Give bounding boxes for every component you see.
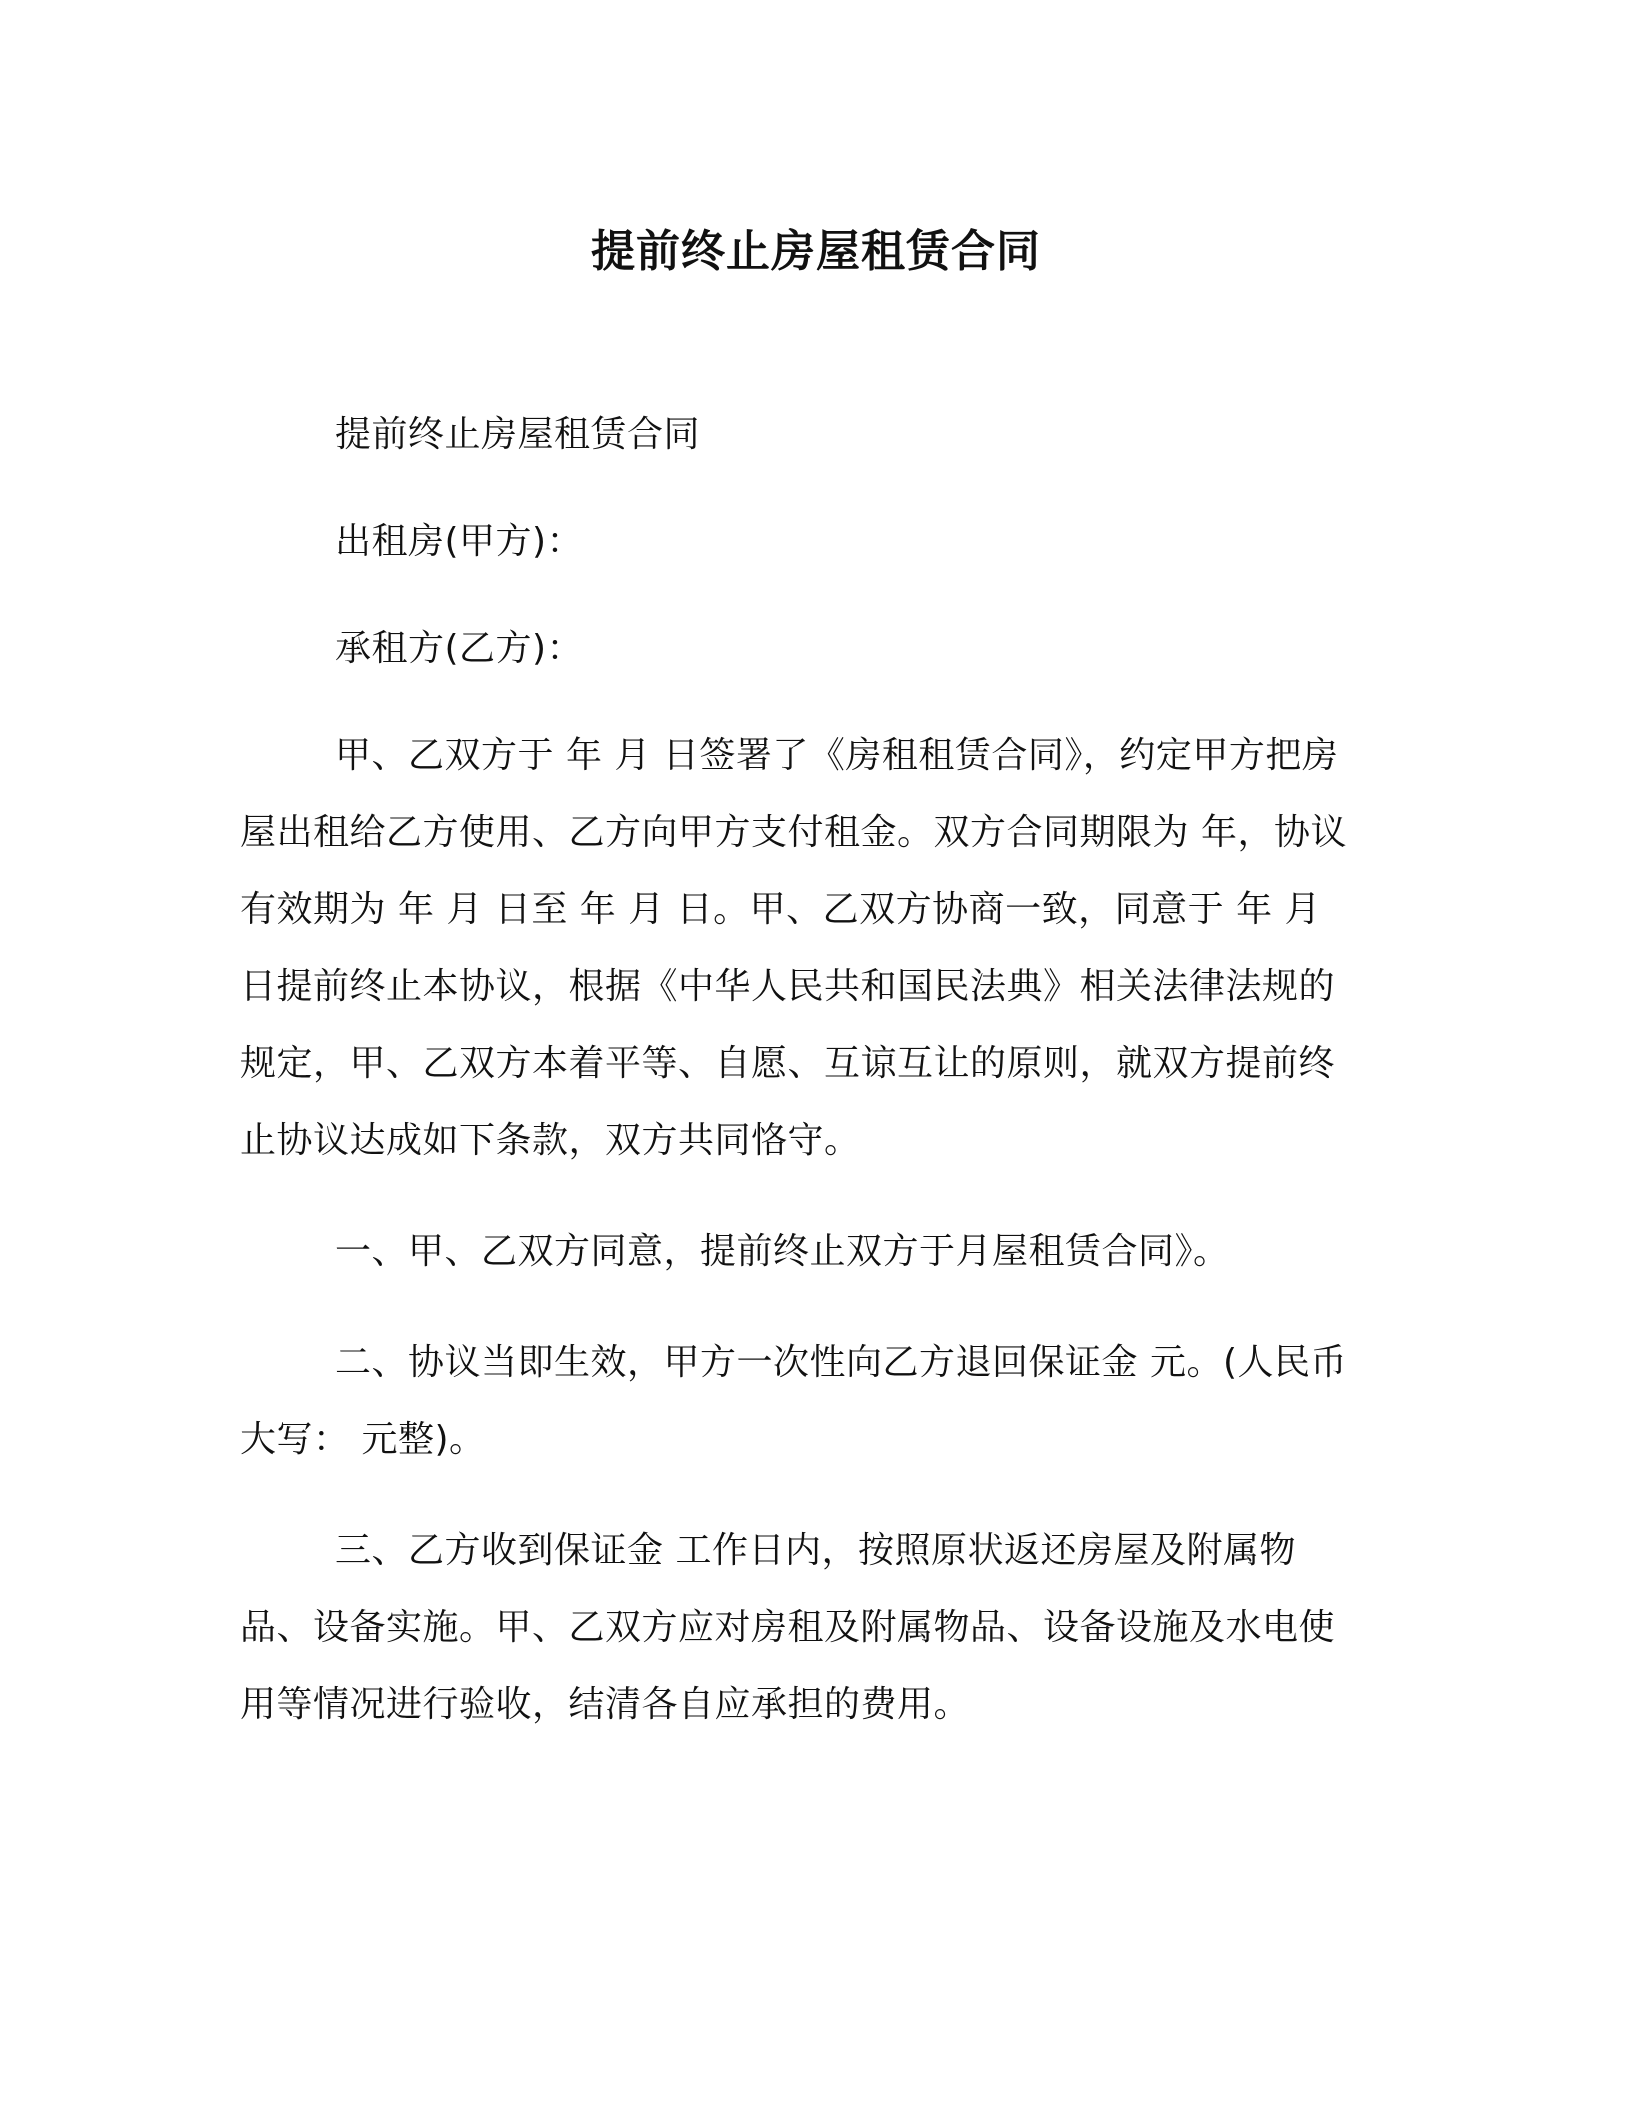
lessor-line: 出租房(甲方)：: [335, 521, 584, 562]
document-title: 提前终止房屋租赁合同: [591, 226, 1041, 277]
lessee-line: 承租方(乙方)：: [335, 628, 584, 669]
document-body: [240, 396, 1358, 1777]
clause-1-paragraph: 一、甲、乙双方同意，提前终止双方于月屋租赁合同》。: [335, 1231, 1230, 1272]
preamble-paragraph: 甲、乙双方于 年 月 日签署了《房租租赁合同》，约定甲方把房屋出租给乙方使用、乙方向甲方支付租金。双方合同期限为 年，协议有效期为 年 月 日至 年 月 日。甲、乙双方协商一致，同意于 年 月 日提前终止本协议，根据《中华人民共和国民法典》相关法律法规的规定，甲、乙双方本着平等、自愿、互谅互让的原则，就双方提前终止协议达成如下条款，双方共同恪守。: [240, 735, 1347, 1161]
subtitle-paragraph: 提前终止房屋租赁合同: [335, 414, 701, 455]
clause-3-paragraph: 三、乙方收到保证金 工作日内，按照原状返还房屋及附属物品、设备实施。甲、乙双方应对房租及附属物品、设备设施及水电使用等情况进行验收，结清各自应承担的费用。: [240, 1530, 1336, 1725]
clause-2-paragraph: 二、协议当即生效，甲方一次性向乙方退回保证金 元。(人民币大写： 元整)。: [240, 1342, 1347, 1460]
